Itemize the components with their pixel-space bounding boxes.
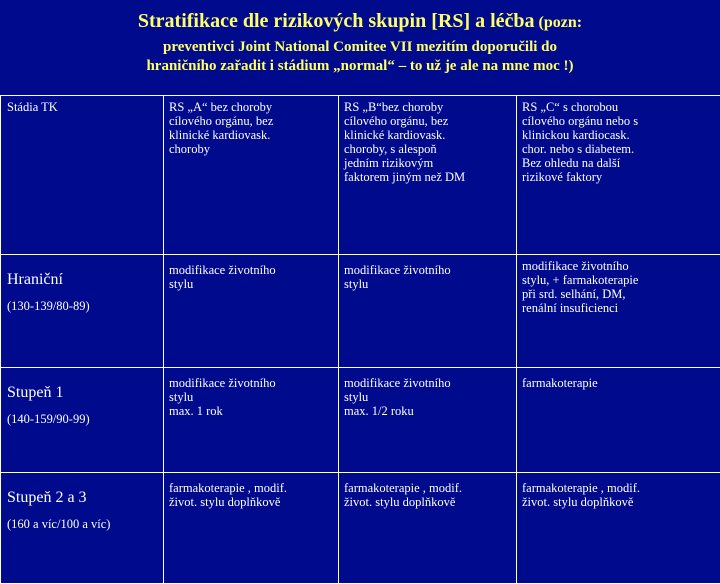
rs-c-cell xyxy=(517,255,720,368)
rs-a-text: modifikace životního stylu xyxy=(169,263,276,291)
stage-range: (140-159/90-99) xyxy=(7,410,158,428)
stage-label: Stupeň 1 xyxy=(7,384,63,401)
rs-a-text: farmakoterapie , modif. život. stylu doplňkově xyxy=(169,481,287,509)
rs-b-cell xyxy=(339,473,517,584)
header-rs-a: RS „A“ bez choroby cílového orgánu, bez klinické kardiovask. choroby xyxy=(169,100,273,156)
stage-range: (130-139/80-89) xyxy=(7,297,158,315)
rs-c-text: farmakoterapie , modif. život. stylu doplňkově xyxy=(522,481,640,509)
rs-c-text: modifikace životního stylu, + farmakoterapie při srd. selhání, DM, renální insuficienci xyxy=(522,259,638,315)
table-header-row xyxy=(1,96,720,255)
rs-b-cell xyxy=(339,368,517,473)
header-stage-cell xyxy=(1,96,164,255)
rs-a-cell xyxy=(164,255,339,368)
title-main: Stratifikace dle rizikových skupin [RS] a léčba xyxy=(138,10,535,32)
rs-a-cell xyxy=(164,473,339,584)
header-rs-c-cell xyxy=(517,96,720,255)
table-row xyxy=(1,473,720,584)
header-rs-c: RS „C“ s chorobou cílového orgánu nebo s klinickou kardiocask. chor. nebo s diabetem. Bez ohledu na další rizikové faktory xyxy=(522,100,638,184)
rs-a-text: modifikace životního stylu max. 1 rok xyxy=(169,376,276,418)
header-rs-b-cell xyxy=(339,96,517,255)
stage-cell xyxy=(1,368,164,473)
stage-label: Hraniční xyxy=(7,271,63,288)
rs-b-text: modifikace životního stylu max. 1/2 roku xyxy=(344,376,451,418)
title-note: (pozn: xyxy=(539,14,583,31)
rs-b-text: modifikace životního stylu xyxy=(344,263,451,291)
rs-c-cell xyxy=(517,368,720,473)
header-rs-b: RS „B“bez choroby cílového orgánu, bez klinické kardiovask. choroby, s alespoň jedním rizikovým faktorem jiným než DM xyxy=(344,100,465,184)
stage-label: Stupeň 2 a 3 xyxy=(7,489,87,506)
stage-cell xyxy=(1,255,164,368)
rs-a-cell xyxy=(164,368,339,473)
rs-c-cell xyxy=(517,473,720,584)
page-title xyxy=(0,10,720,33)
rs-b-text: farmakoterapie , modif. život. stylu doplňkově xyxy=(344,481,462,509)
header-stage: Stádia TK xyxy=(7,100,58,114)
header-rs-a-cell xyxy=(164,96,339,255)
rs-c-text: farmakoterapie xyxy=(522,376,598,390)
subtitle-line-1: preventivci Joint National Comitee VII mezitím doporučili do xyxy=(0,38,720,57)
risk-stratification-table xyxy=(0,95,720,584)
table-row xyxy=(1,368,720,473)
table-row xyxy=(1,255,720,368)
subtitle-line-2: hraničního zařadit i stádium „normal“ – to už je ale na mne moc !) xyxy=(0,57,720,76)
stage-cell xyxy=(1,473,164,584)
rs-b-cell xyxy=(339,255,517,368)
stage-range: (160 a víc/100 a víc) xyxy=(7,515,158,533)
